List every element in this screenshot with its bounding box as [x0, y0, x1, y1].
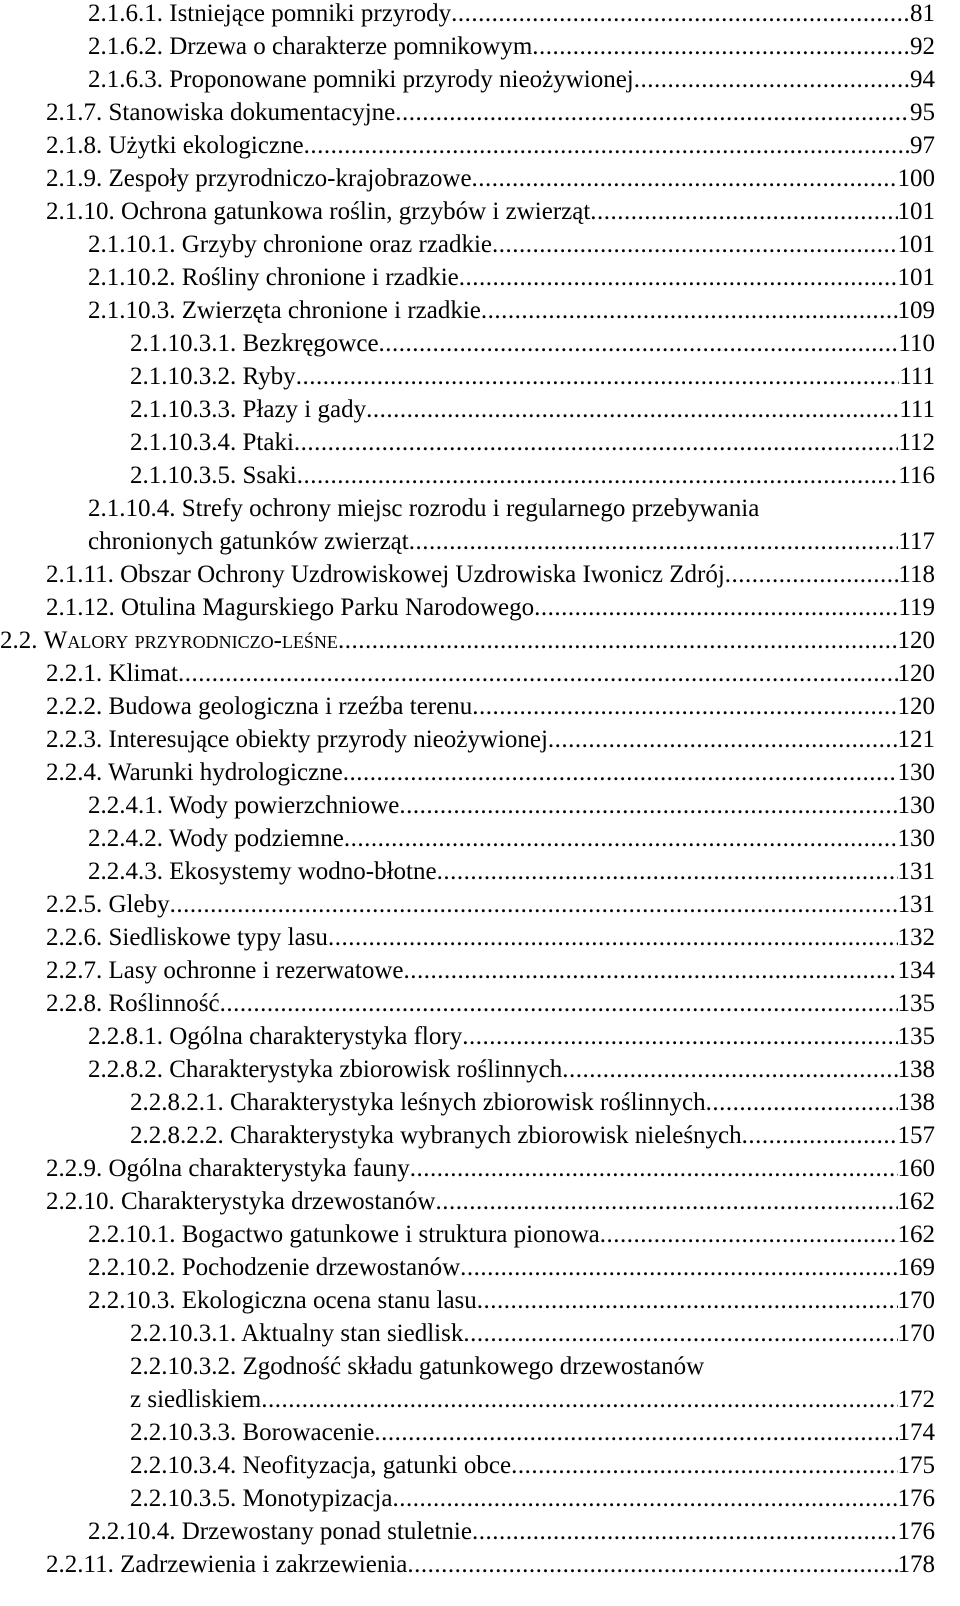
entry-title: Neofityzacja, gatunki obce [242, 1452, 512, 1479]
dot-leader [294, 426, 899, 459]
dot-leader [511, 1449, 897, 1482]
entry-number: 2.2.11. [46, 1551, 114, 1578]
entry-number: 2.1.7. [46, 99, 103, 126]
dot-leader [374, 1416, 897, 1449]
entry-heading [46, 723, 548, 756]
entry-number: 2.1.8. [46, 132, 103, 159]
page-number: 132 [897, 924, 935, 951]
toc-entry[interactable] [130, 1482, 935, 1515]
entry-title: Walory przyrodniczo-leśne [43, 627, 338, 654]
entry-heading [88, 261, 459, 294]
entry-number: 2.2.10.3.5. [130, 1485, 237, 1512]
entry-title: Drzewostany ponad stuletnie [181, 1518, 472, 1545]
entry-title: Aktualny stan siedlisk [241, 1320, 464, 1347]
entry-heading [46, 921, 328, 954]
page-number: 111 [899, 363, 935, 390]
toc-entry[interactable] [46, 195, 935, 228]
entry-heading [88, 1251, 460, 1284]
entry-number: 2.2.10.4. [88, 1518, 176, 1545]
dot-leader [297, 459, 899, 492]
entry-number: 2.1.6.3. [88, 66, 163, 93]
entry-heading [46, 1152, 410, 1185]
entry-heading [46, 129, 304, 162]
toc-entry[interactable] [88, 0, 935, 30]
page-number: 160 [897, 1155, 935, 1182]
toc-entry[interactable] [88, 1515, 935, 1548]
dot-leader [706, 1086, 898, 1119]
entry-title: Bezkręgowce [242, 330, 379, 357]
page-number: 101 [897, 264, 935, 291]
page-number: 130 [897, 759, 935, 786]
entry-number: 2.2.4.1. [88, 792, 163, 819]
entry-title: Obszar Ochrony Uzdrowiskowej Uzdrowiska Iwonicz Zdrój [120, 561, 725, 588]
dot-leader [600, 1218, 898, 1251]
dot-leader [261, 1383, 897, 1416]
entry-number: 2.2.10.3.1. [130, 1320, 237, 1347]
entry-number: 2.2.4.2. [88, 825, 163, 852]
entry-heading [88, 228, 492, 261]
entry-number: 2.2.6. [46, 924, 103, 951]
entry-heading [0, 624, 338, 657]
entry-heading [130, 1449, 511, 1482]
entry-title: Otulina Magurskiego Parku Narodowego [121, 594, 535, 621]
entry-heading [46, 987, 220, 1020]
page-number: 135 [897, 1023, 935, 1050]
toc-entry[interactable] [46, 921, 935, 954]
entry-heading [46, 558, 725, 591]
page-number: 111 [899, 396, 935, 423]
page-number: 100 [897, 165, 935, 192]
entry-title: Istniejące pomniki przyrody [169, 0, 452, 27]
entry-heading [88, 1284, 477, 1317]
entry-title: Ekosystemy wodno-błotne [169, 858, 437, 885]
entry-heading [130, 1086, 706, 1119]
toc-entry[interactable] [46, 591, 935, 624]
entry-number: 2.2.8.1. [88, 1023, 163, 1050]
dot-leader [459, 261, 898, 294]
toc-entry[interactable] [46, 690, 935, 723]
entry-number: 2.1.10.3. [88, 297, 176, 324]
entry-heading [46, 954, 404, 987]
dot-leader [477, 1284, 898, 1317]
toc-entry[interactable] [130, 360, 935, 393]
entry-title: Ogólna charakterystyka flory [169, 1023, 463, 1050]
toc-entry[interactable] [88, 855, 935, 888]
entry-heading [88, 63, 634, 96]
page-number: 176 [897, 1518, 935, 1545]
page-number: 110 [898, 330, 935, 357]
toc-entry[interactable] [88, 1053, 935, 1086]
entry-number: 2.2.8.2. [88, 1056, 163, 1083]
toc-entry-continuation[interactable] [130, 1383, 935, 1416]
dot-leader [379, 327, 899, 360]
entry-number: 2.2.9. [46, 1155, 103, 1182]
dot-leader [481, 294, 898, 327]
page-number: 157 [897, 1122, 935, 1149]
entry-number: 2.1.9. [46, 165, 103, 192]
toc-entry[interactable] [88, 1020, 935, 1053]
toc-entry-continuation[interactable] [88, 525, 935, 558]
entry-title: Wody podziemne [168, 825, 344, 852]
dot-leader [409, 525, 899, 558]
toc-entry[interactable] [46, 558, 935, 591]
entry-title: Charakterystyka wybranych zbiorowisk nieleśnych [230, 1122, 742, 1149]
toc-entry[interactable] [46, 987, 935, 1020]
page-number: 109 [897, 297, 935, 324]
entry-heading [130, 360, 296, 393]
entry-title: Lasy ochronne i rezerwatowe [108, 957, 404, 984]
entry-heading [46, 657, 178, 690]
dot-leader [437, 855, 898, 888]
page-number: 134 [897, 957, 935, 984]
entry-title: Klimat [108, 660, 178, 687]
page-number: 95 [910, 99, 935, 126]
entry-title: Ssaki [242, 462, 297, 489]
dot-leader [170, 888, 898, 921]
dot-leader [492, 228, 897, 261]
entry-number: 2.1.10.3.1. [130, 330, 237, 357]
entry-title: Stanowiska dokumentacyjne [108, 99, 396, 126]
entry-heading [88, 30, 532, 63]
entry-title: Interesujące obiekty przyrody nieożywionej [108, 726, 548, 753]
entry-number: 2.2.7. [46, 957, 103, 984]
dot-leader [344, 822, 898, 855]
entry-title-continuation: chronionych gatunków zwierząt [88, 528, 409, 555]
entry-title: Zespoły przyrodniczo-krajobrazowe [108, 165, 472, 192]
entry-title: Ptaki [242, 429, 294, 456]
toc-entry[interactable] [46, 756, 935, 789]
entry-number: 2.1.11. [46, 561, 114, 588]
page-number: 169 [897, 1254, 935, 1281]
page-number: 119 [898, 594, 935, 621]
entry-number: 2.1.10.1. [88, 231, 176, 258]
page-number: 162 [897, 1188, 935, 1215]
dot-leader [590, 195, 897, 228]
toc-entry[interactable] [46, 1548, 935, 1581]
dot-leader [548, 723, 898, 756]
entry-number: 2.2. [0, 627, 38, 654]
dot-leader [296, 360, 900, 393]
entry-heading [46, 888, 170, 921]
entry-title: Charakterystyka zbiorowisk roślinnych [169, 1056, 563, 1083]
toc-entry[interactable] [130, 459, 935, 492]
entry-heading [130, 1317, 463, 1350]
entry-heading [88, 1053, 562, 1086]
page-number: 170 [897, 1287, 935, 1314]
toc-entry[interactable] [130, 1086, 935, 1119]
dot-leader [742, 1119, 898, 1152]
entry-title: Ekologiczna ocena stanu lasu [181, 1287, 477, 1314]
dot-leader [338, 624, 898, 657]
entry-title: Roślinność [108, 990, 220, 1017]
entry-heading [88, 1218, 600, 1251]
entry-number: 2.2.3. [46, 726, 103, 753]
entry-title: Charakterystyka leśnych zbiorowisk roślinnych [230, 1089, 706, 1116]
toc-entry[interactable] [88, 228, 935, 261]
toc-entry[interactable] [46, 954, 935, 987]
entry-number: 2.2.4. [46, 759, 103, 786]
entry-number: 2.1.10.2. [88, 264, 176, 291]
page-number: 138 [897, 1056, 935, 1083]
entry-title: Ochrona gatunkowa roślin, grzybów i zwierząt [121, 198, 591, 225]
entry-heading [88, 822, 344, 855]
page-number: 101 [897, 231, 935, 258]
entry-heading [88, 0, 451, 30]
entry-number: 2.2.8. [46, 990, 103, 1017]
toc-entry[interactable] [88, 1284, 935, 1317]
toc-entry[interactable] [88, 822, 935, 855]
dot-leader [634, 63, 910, 96]
dot-leader [399, 789, 897, 822]
page-number: 81 [910, 0, 935, 27]
dot-leader [404, 954, 898, 987]
page-number: 112 [898, 429, 935, 456]
page-number: 117 [898, 528, 935, 555]
page-number: 130 [897, 825, 935, 852]
entry-heading [46, 690, 472, 723]
dot-leader [463, 1317, 897, 1350]
dot-leader [328, 921, 898, 954]
entry-title: Monotypizacja [242, 1485, 393, 1512]
toc-entry[interactable] [46, 888, 935, 921]
entry-number: 2.2.10.1. [88, 1221, 176, 1248]
dot-leader [460, 1251, 897, 1284]
page-number: 172 [897, 1386, 935, 1413]
entry-number: 2.1.10.3.2. [130, 363, 237, 390]
entry-heading [130, 459, 297, 492]
toc-entry[interactable] [88, 1251, 935, 1284]
entry-title: Warunki hydrologiczne [108, 759, 343, 786]
entry-title: Zgodność składu gatunkowego drzewostanów [242, 1353, 705, 1380]
toc-entry[interactable] [46, 162, 935, 195]
entry-title: Drzewa o charakterze pomnikowym [169, 33, 533, 60]
entry-title: Pochodzenie drzewostanów [181, 1254, 461, 1281]
entry-number: 2.2.5. [46, 891, 103, 918]
dot-leader [220, 987, 898, 1020]
dot-leader [407, 1548, 897, 1581]
toc-entry[interactable] [46, 1185, 935, 1218]
entry-title: Budowa geologiczna i rzeźba terenu [108, 693, 473, 720]
page-number: 178 [897, 1551, 935, 1578]
entry-number: 2.1.10.3.4. [130, 429, 237, 456]
entry-title: Zwierzęta chronione i rzadkie [181, 297, 481, 324]
entry-heading [88, 855, 437, 888]
entry-number: 2.2.10.3.4. [130, 1452, 237, 1479]
dot-leader [435, 1185, 897, 1218]
toc-entry[interactable] [46, 657, 935, 690]
entry-number: 2.2.10. [46, 1188, 115, 1215]
entry-title: Ryby [242, 363, 296, 390]
entry-title: Siedliskowe typy lasu [108, 924, 328, 951]
entry-title: Użytki ekologiczne [108, 132, 304, 159]
entry-heading [46, 1185, 435, 1218]
toc-entry[interactable] [46, 96, 935, 129]
page-number: 92 [910, 33, 935, 60]
page-number: 116 [898, 462, 935, 489]
toc-entry[interactable] [88, 30, 935, 63]
toc-entry[interactable] [130, 426, 935, 459]
entry-title: Grzyby chronione oraz rzadkie [181, 231, 493, 258]
toc-entry[interactable] [46, 723, 935, 756]
entry-title: Borowacenie [242, 1419, 375, 1446]
entry-number: 2.2.10.3.2. [130, 1353, 237, 1380]
entry-title: Płazy i gady [242, 396, 367, 423]
entry-heading [130, 426, 294, 459]
toc-entry[interactable] [130, 1449, 935, 1482]
entry-heading [88, 1515, 472, 1548]
toc-entry[interactable] [88, 1218, 935, 1251]
entry-heading [88, 789, 399, 822]
dot-leader [534, 591, 898, 624]
toc-entry[interactable] [0, 624, 935, 657]
toc-entry[interactable] [88, 261, 935, 294]
toc-entry-heading[interactable] [88, 492, 935, 525]
entry-title: Rośliny chronione i rzadkie [181, 264, 459, 291]
toc-entry[interactable] [130, 1317, 935, 1350]
dot-leader [472, 690, 897, 723]
entry-heading [88, 1020, 462, 1053]
entry-heading [130, 1482, 392, 1515]
page-number: 121 [897, 726, 935, 753]
page-number: 120 [897, 660, 935, 687]
dot-leader [462, 1020, 897, 1053]
entry-heading [46, 756, 343, 789]
page-number: 138 [897, 1089, 935, 1116]
entry-number: 2.1.6.1. [88, 0, 163, 27]
page-number: 131 [897, 891, 935, 918]
entry-title: Charakterystyka drzewostanów [121, 1188, 436, 1215]
entry-number: 2.2.1. [46, 660, 103, 687]
dot-leader [392, 1482, 897, 1515]
toc-entry[interactable] [130, 1119, 935, 1152]
entry-heading [88, 294, 481, 327]
entry-number: 2.2.10.2. [88, 1254, 176, 1281]
entry-number: 2.2.8.2.2. [130, 1122, 224, 1149]
entry-heading [46, 591, 534, 624]
page-number: 118 [898, 561, 935, 588]
page-number: 94 [910, 66, 935, 93]
entry-heading [130, 327, 379, 360]
toc-entry[interactable] [130, 1416, 935, 1449]
entry-heading [46, 96, 395, 129]
entry-title: Gleby [108, 891, 170, 918]
toc-entry-heading[interactable] [130, 1350, 935, 1383]
page-number: 135 [897, 990, 935, 1017]
entry-heading [46, 162, 472, 195]
dot-leader [366, 393, 899, 426]
entry-number: 2.2.10.3. [88, 1287, 176, 1314]
page-number: 176 [897, 1485, 935, 1512]
entry-number: 2.1.10.3.5. [130, 462, 237, 489]
entry-title: Bogactwo gatunkowe i struktura pionowa [181, 1221, 600, 1248]
dot-leader [562, 1053, 897, 1086]
entry-number: 2.1.12. [46, 594, 115, 621]
entry-number: 2.1.6.2. [88, 33, 163, 60]
dot-leader [304, 129, 910, 162]
page-number: 175 [897, 1452, 935, 1479]
entry-number: 2.2.4.3. [88, 858, 163, 885]
page-number: 131 [897, 858, 935, 885]
toc-entry[interactable] [46, 1152, 935, 1185]
entry-title: Strefy ochrony miejsc rozrodu i regularnego przebywania [181, 495, 760, 522]
entry-heading [130, 393, 366, 426]
page-number: 120 [897, 627, 935, 654]
entry-title: Proponowane pomniki przyrody nieożywionej [169, 66, 634, 93]
entry-title: Ogólna charakterystyka fauny [108, 1155, 410, 1182]
entry-number: 2.2.10.3.3. [130, 1419, 237, 1446]
page-number: 170 [897, 1320, 935, 1347]
page-number: 130 [897, 792, 935, 819]
page-number: 162 [897, 1221, 935, 1248]
toc-entry[interactable] [88, 294, 935, 327]
toc-entry[interactable] [88, 789, 935, 822]
dot-leader [451, 0, 910, 30]
page-number: 174 [897, 1419, 935, 1446]
dot-leader [472, 162, 898, 195]
page-number: 120 [897, 693, 935, 720]
toc-entry[interactable] [88, 63, 935, 96]
entry-number: 2.1.10.4. [88, 495, 176, 522]
entry-title-continuation: z siedliskiem [130, 1386, 262, 1413]
entry-title: Zadrzewienia i zakrzewienia [120, 1551, 408, 1578]
page-number: 97 [910, 132, 935, 159]
dot-leader [472, 1515, 898, 1548]
entry-title: Wody powierzchniowe [168, 792, 400, 819]
dot-leader [725, 558, 899, 591]
entry-heading [130, 1119, 742, 1152]
dot-leader [410, 1152, 898, 1185]
toc-entry[interactable] [130, 393, 935, 426]
entry-heading [130, 1416, 374, 1449]
dot-leader [395, 96, 910, 129]
entry-heading [46, 195, 590, 228]
entry-number: 2.2.8.2.1. [130, 1089, 224, 1116]
dot-leader [343, 756, 898, 789]
entry-number: 2.2.2. [46, 693, 103, 720]
dot-leader [532, 30, 910, 63]
entry-heading [46, 1548, 407, 1581]
dot-leader [178, 657, 898, 690]
toc-entry[interactable] [130, 327, 935, 360]
entry-number: 2.1.10.3.3. [130, 396, 237, 423]
page-number: 101 [897, 198, 935, 225]
entry-number: 2.1.10. [46, 198, 115, 225]
toc-entry[interactable] [46, 129, 935, 162]
